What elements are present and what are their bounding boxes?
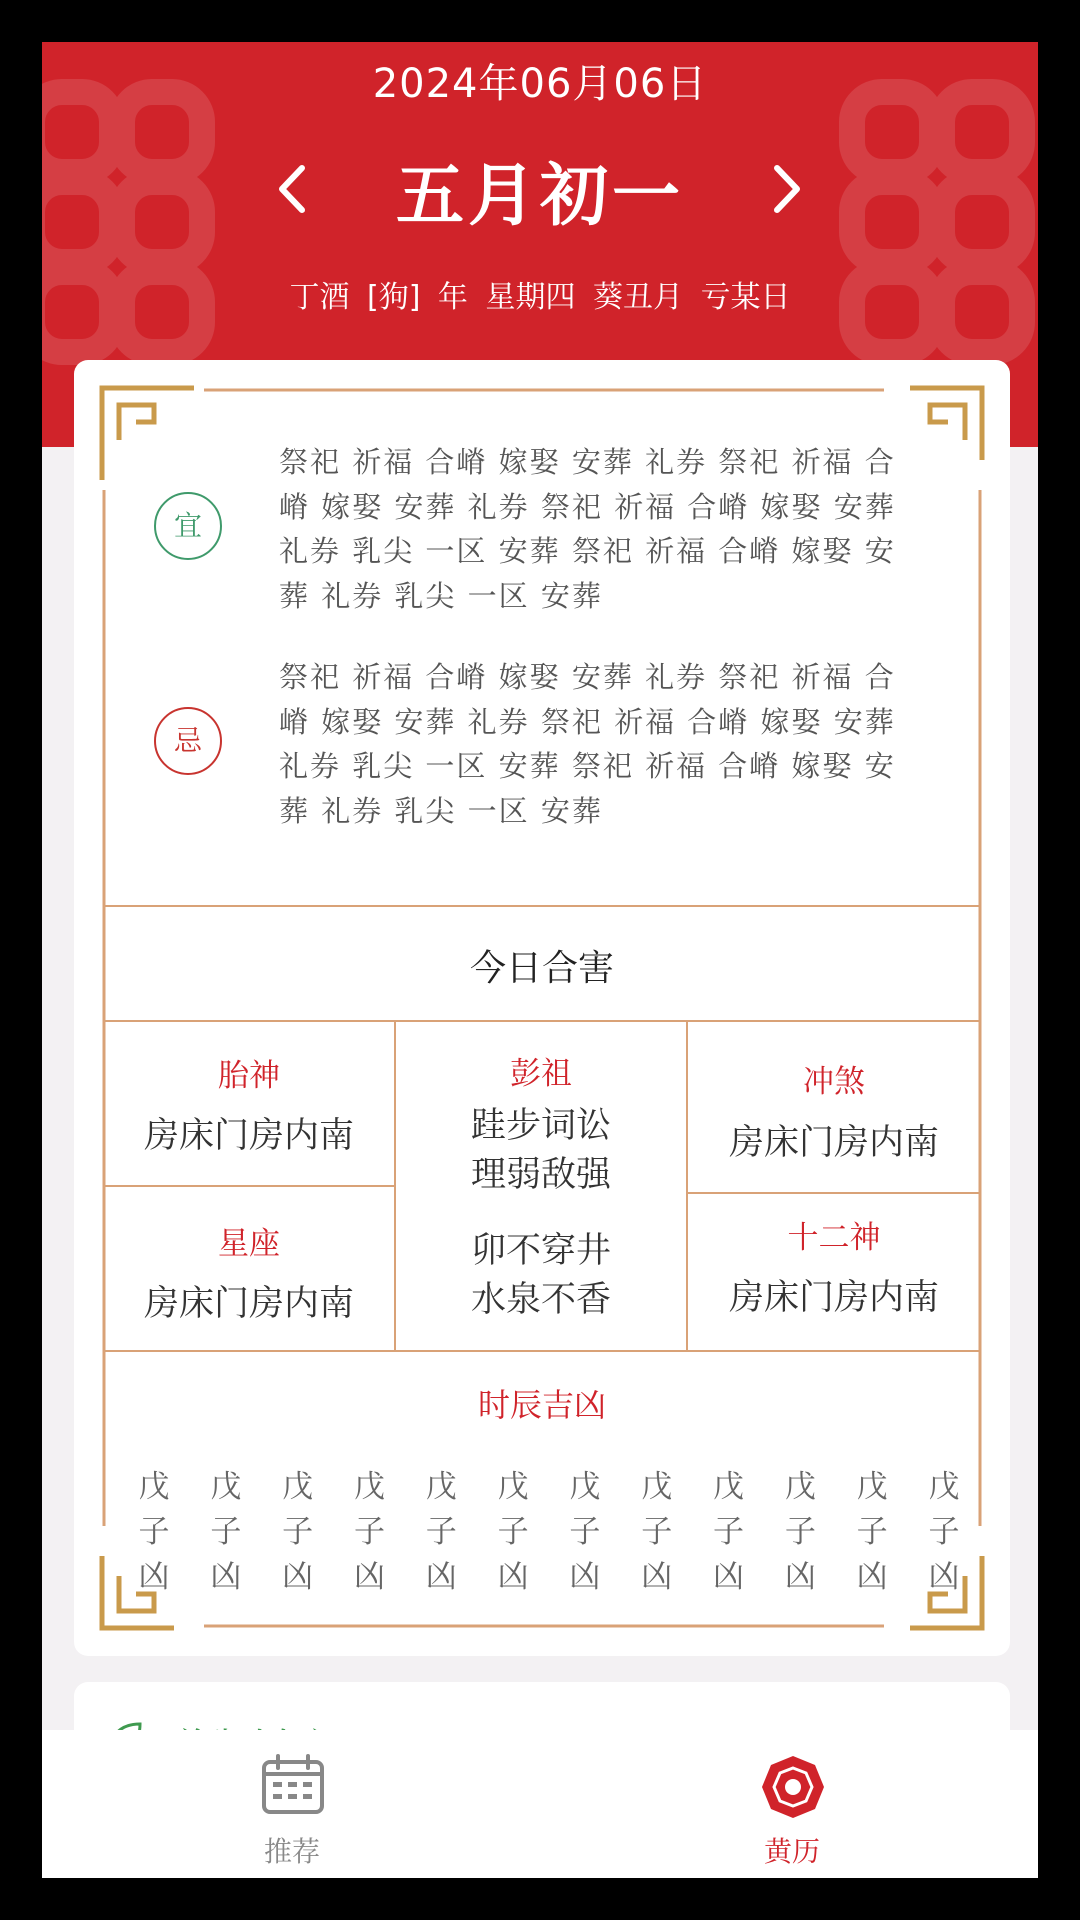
hour-gan: 戊: [353, 1469, 385, 1505]
hour-gan: 戊: [641, 1469, 673, 1505]
hour-column: [919, 1465, 969, 1605]
chongsha-value: 房床门房内南: [728, 1123, 939, 1163]
divider: [686, 1192, 980, 1194]
lunar-date-title: 五月初一: [395, 157, 684, 236]
taishen-value: 房床门房内南: [143, 1116, 354, 1156]
hour-column: [201, 1465, 251, 1605]
hour-column: [632, 1465, 682, 1605]
hour-gan: 戊: [928, 1469, 960, 1505]
hour-zhi: 子: [425, 1514, 457, 1550]
xingzuo-title: 星座: [218, 1226, 280, 1262]
ji-badge: 忌: [154, 707, 222, 775]
hour-luck: 凶: [713, 1559, 744, 1595]
hour-zhi: 子: [713, 1514, 744, 1550]
hour-column: [775, 1465, 825, 1605]
hour-luck: 凶: [282, 1559, 314, 1595]
yi-section: [74, 440, 1010, 640]
ganzhi-line: 丁酒 [狗] 年 星期四 葵丑月 亏某日: [289, 280, 791, 315]
shiershen-title: 十二神: [787, 1220, 881, 1256]
yi-activities: 祭祀 祈福 合嵴 嫁娶 安葬 礼券 祭祀 祈福 合嵴 嫁娶 安葬 礼券 祭祀 祈福 合嵴 嫁娶 安葬 礼券 乳尖 一区 安葬 祭祀 祈福 合嵴 嫁娶 安葬 礼券 乳尖 一区 安葬: [279, 445, 896, 613]
hour-zhi: 子: [210, 1514, 242, 1550]
hour-zhi: 子: [497, 1514, 529, 1550]
hour-zhi: 子: [353, 1514, 385, 1550]
pengzu-line-2: 理弱敌强: [470, 1155, 611, 1195]
hour-zhi: 子: [569, 1514, 601, 1550]
hour-gan: 戊: [282, 1469, 314, 1505]
next-day-button[interactable]: [757, 154, 817, 224]
ji-section: [74, 655, 1010, 855]
hour-column: [847, 1465, 897, 1605]
taishen-title: 胎神: [218, 1058, 280, 1094]
hour-luck: 凶: [210, 1559, 242, 1595]
bottom-navigation: [42, 1730, 1038, 1878]
divider: [104, 905, 980, 907]
divider: [104, 1185, 394, 1187]
pengzu-line-4: 水泉不香: [470, 1280, 611, 1320]
hour-luck: 凶: [928, 1559, 960, 1595]
calendar-icon: [260, 1754, 326, 1816]
hours-grid: [129, 1465, 969, 1605]
ji-activities: 祭祀 祈福 合嵴 嫁娶 安葬 礼券 祭祀 祈福 合嵴 嫁娶 安葬 礼券 祭祀 祈福 合嵴 嫁娶 安葬 礼券 乳尖 一区 安葬 祭祀 祈福 合嵴 嫁娶 安葬 礼券 乳尖 一区 安葬: [279, 660, 896, 828]
xingzuo-value: 房床门房内南: [143, 1284, 354, 1324]
bagua-icon: [760, 1754, 826, 1820]
hour-gan: 戊: [856, 1469, 888, 1505]
hour-column: [560, 1465, 610, 1605]
hour-luck: 凶: [425, 1559, 457, 1595]
tab-almanac-label: 黄历: [763, 1835, 820, 1868]
hour-gan: 戊: [138, 1469, 170, 1505]
today-section-title: 今日合害: [469, 948, 614, 989]
hour-luck: 凶: [569, 1559, 601, 1595]
hour-gan: 戊: [784, 1469, 816, 1505]
almanac-card: [74, 360, 1010, 1656]
phone-screen: [42, 42, 1038, 1878]
hour-column: [344, 1465, 394, 1605]
hour-column: [488, 1465, 538, 1605]
hour-gan: 戊: [497, 1469, 529, 1505]
hour-gan: 戊: [713, 1469, 744, 1505]
hours-section-title: 时辰吉凶: [477, 1386, 606, 1424]
hour-luck: 凶: [784, 1559, 816, 1595]
hour-luck: 凶: [353, 1559, 385, 1595]
hour-gan: 戊: [425, 1469, 457, 1505]
hour-luck: 凶: [138, 1559, 170, 1595]
pengzu-title: 彭祖: [510, 1056, 572, 1092]
hour-luck: 凶: [856, 1559, 888, 1595]
hour-zhi: 子: [784, 1514, 816, 1550]
hour-gan: 戊: [210, 1469, 242, 1505]
tab-recommend[interactable]: [192, 1730, 392, 1878]
chongsha-title: 冲煞: [803, 1064, 865, 1100]
hour-zhi: 子: [641, 1514, 673, 1550]
hour-column: [704, 1465, 754, 1605]
divider: [104, 1350, 980, 1352]
shiershen-value: 房床门房内南: [728, 1278, 939, 1318]
tab-almanac[interactable]: [692, 1730, 892, 1878]
hour-zhi: 子: [856, 1514, 888, 1550]
hour-luck: 凶: [641, 1559, 673, 1595]
pengzu-line-3: 卯不穿井: [470, 1231, 611, 1271]
divider: [104, 1020, 980, 1022]
hour-column: [273, 1465, 323, 1605]
hour-zhi: 子: [138, 1514, 170, 1550]
chevron-right-icon: [769, 164, 805, 214]
hour-column: [129, 1465, 179, 1605]
yi-badge: 宜: [154, 492, 222, 560]
hour-gan: 戊: [569, 1469, 601, 1505]
pengzu-line-1: 跬步词讼: [470, 1106, 611, 1146]
hour-column: [416, 1465, 466, 1605]
hour-zhi: 子: [928, 1514, 960, 1550]
solar-date: 2024年06月06日: [372, 61, 708, 107]
hour-zhi: 子: [282, 1514, 314, 1550]
hour-luck: 凶: [497, 1559, 529, 1595]
tab-recommend-label: 推荐: [263, 1835, 320, 1868]
